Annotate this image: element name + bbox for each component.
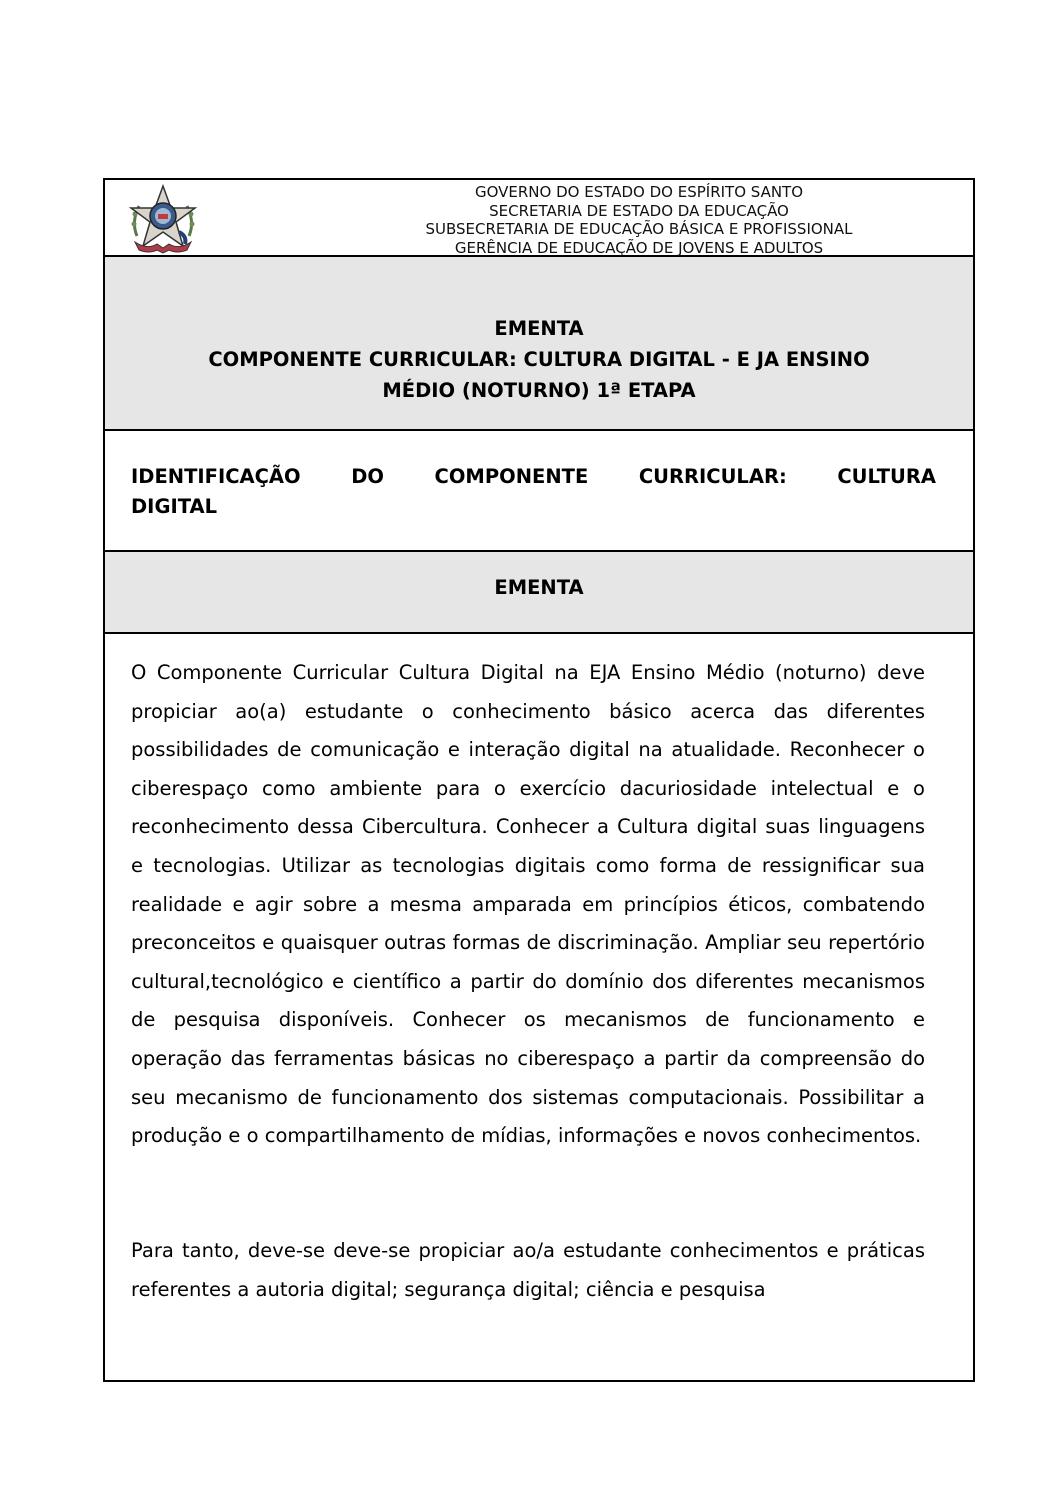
ident-word: COMPONENTE <box>434 465 589 488</box>
header-line-subsecretariat: SUBSECRETARIA DE EDUCAÇÃO BÁSICA E PROFISSIONAL <box>425 220 853 238</box>
ident-word: CURRICULAR: <box>638 465 787 488</box>
header-line-management: GERÊNCIA DE EDUCAÇÃO DE JOVENS E ADULTOS <box>454 238 824 257</box>
header-institution-lines <box>305 183 973 257</box>
ident-word: DO <box>351 465 384 488</box>
document-title <box>145 313 933 406</box>
coat-of-arms-icon <box>127 184 199 254</box>
identification-section <box>105 431 973 552</box>
header-line-secretariat: SECRETARIA DE ESTADO DA EDUCAÇÃO <box>489 201 789 220</box>
identification-line-1 <box>131 462 936 492</box>
ident-word: CULTURA <box>837 465 936 488</box>
ementa-heading-section <box>105 552 973 634</box>
title-stage-line: MÉDIO (NOTURNO) 1ª ETAPA <box>382 379 696 402</box>
ementa-document-frame <box>103 178 975 1382</box>
title-component-line: COMPONENTE CURRICULAR: CULTURA DIGITAL - E JA ENSINO <box>208 348 870 371</box>
ementa-paragraph-1: O Componente Curricular Cultura Digital na EJA Ensino Médio (noturno) deve propiciar ao(a) estudante o conhecimento básico acerca das diferentes possibilidades de comunicação e interação digital na atualidade. Reconhecer o ciberespaço como ambiente para o exercício dacuriosidade intelectual e o reconhecimento dessa Cibercultura. Conhecer a Cultura digital suas linguagens e tecnologias. Utilizar as tecnologias digitais como forma de ressignificar sua realidade e agir sobre a mesma amparada em princípios éticos, combatendo preconceitos e quaisquer outras formas de discriminação. Ampliar seu repertório cultural,tecnológico e científico a partir do domínio dos diferentes mecanismos de pesquisa disponíveis. Conhecer os mecanismos de funcionamento e operação das ferramentas básicas no ciberespaço a partir da compreensão do seu mecanismo de funcionamento dos sistemas computacionais. Possibilitar a produção e o compartilhamento de mídias, informações e novos conhecimentos. <box>131 661 925 1148</box>
title-ementa: EMENTA <box>494 317 584 340</box>
identification-heading <box>131 462 936 522</box>
header-line-government: GOVERNO DO ESTADO DO ESPÍRITO SANTO <box>474 183 804 201</box>
ementa-body-section <box>105 634 973 1380</box>
ementa-heading: EMENTA <box>494 576 584 599</box>
identification-line-2: DIGITAL <box>131 495 218 518</box>
document-header <box>105 180 973 257</box>
ementa-paragraph-2: Para tanto, deve-se deve-se propiciar ao/a estudante conhecimentos e práticas referentes a autoria digital; segurança digital; ciência e pesquisa <box>131 1239 925 1301</box>
ident-word: IDENTIFICAÇÃO <box>131 465 301 488</box>
title-section <box>105 257 973 431</box>
